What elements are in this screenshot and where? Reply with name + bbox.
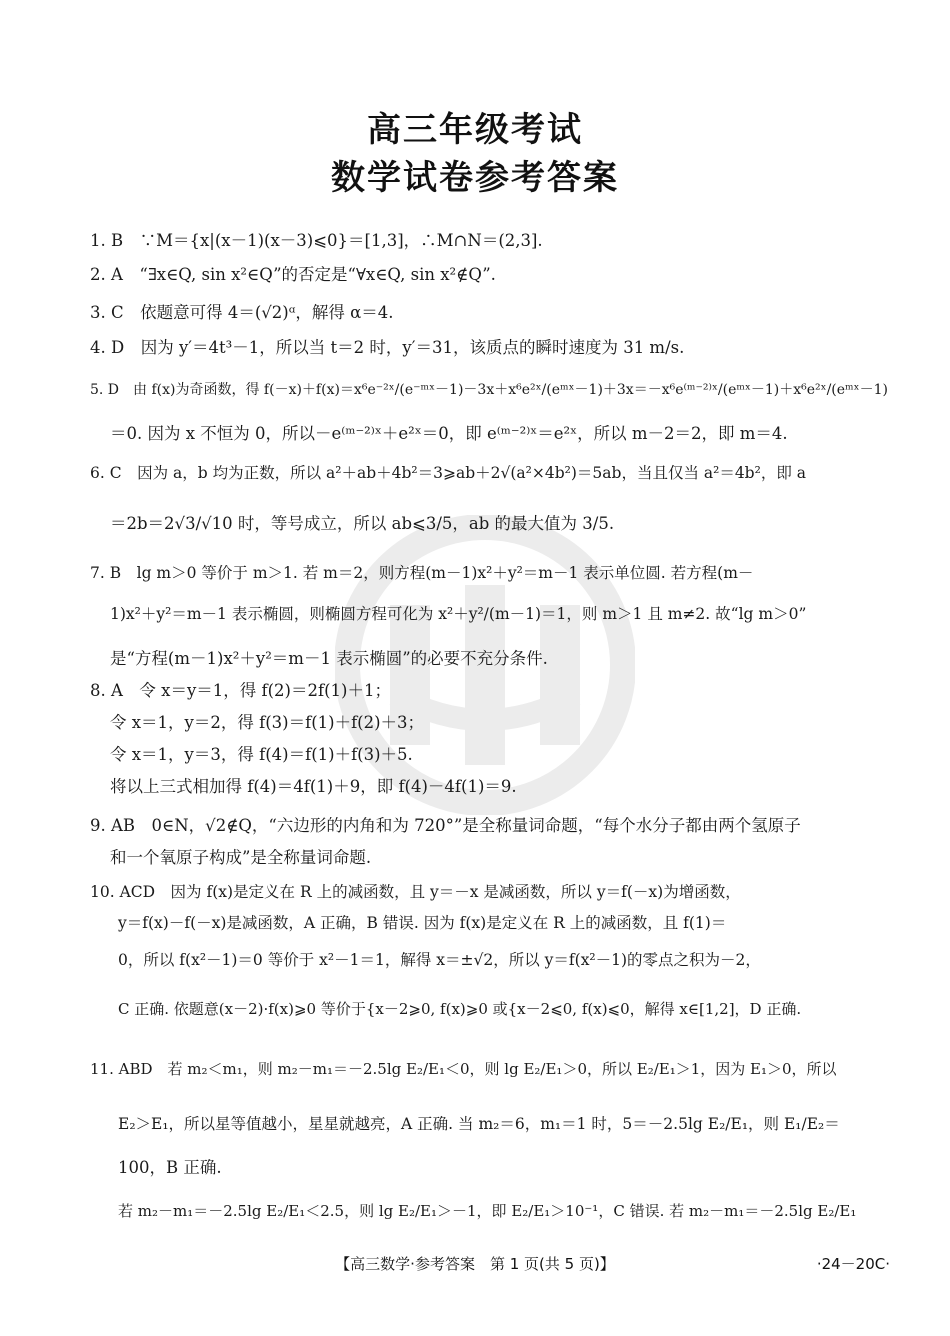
answer-line: 是“方程(m－1)x²＋y²＝m－1 表示椭圆”的必要不充分条件. bbox=[110, 649, 548, 668]
answer-line: 0，所以 f(x²－1)＝0 等价于 x²－1＝1，解得 x＝±√2，所以 y＝f(x²－1)的零点之积为－2， bbox=[118, 951, 761, 969]
answer-key-title: 数学试卷参考答案 bbox=[331, 158, 619, 198]
answer-line: 9. AB 0∈N，√2∉Q，“六边形的内角和为 720°”是全称量词命题，“每个水分子都由两个氢原子 bbox=[90, 816, 801, 835]
answer-line: 令 x＝1，y＝3，得 f(4)＝f(1)＋f(3)＋5. bbox=[110, 745, 413, 764]
answer-line: 10. ACD 因为 f(x)是定义在 R 上的减函数，且 y＝－x 是减函数，所以 y＝f(－x)为增函数， bbox=[90, 883, 741, 901]
answer-line: 6. C 因为 a，b 均为正数，所以 a²＋ab＋4b²＝3⩾ab＋2√(a²×4b²)＝5ab，当且仅当 a²＝4b²，即 a bbox=[90, 464, 806, 482]
answer-line: 若 m₂－m₁＝－2.5lg E₂/E₁＜2.5，则 lg E₂/E₁＞－1，即 E₂/E₁＞10⁻¹，C 错误. 若 m₂－m₁＝－2.5lg E₂/E₁ bbox=[118, 1202, 857, 1220]
answer-line: C 正确. 依题意(x－2)·f(x)⩾0 等价于{x－2⩾0, f(x)⩾0 或{x－2⩽0, f(x)⩽0，解得 x∈[1,2]，D 正确. bbox=[118, 1000, 802, 1018]
answer-line: 令 x＝1，y＝2，得 f(3)＝f(1)＋f(2)＋3； bbox=[110, 713, 425, 732]
page-footer: 【高三数学·参考答案 第 1 页(共 5 页)】 bbox=[335, 1255, 615, 1273]
answer-line: 7. B lg m＞0 等价于 m＞1. 若 m＝2，则方程(m－1)x²＋y²＝m－1 表示单位圆. 若方程(m－ bbox=[90, 564, 754, 582]
answer-line: 8. A 令 x＝y＝1，得 f(2)＝2f(1)＋1； bbox=[90, 681, 391, 700]
answer-line: 1. B ∵M＝{x|(x－1)(x－3)⩽0}＝[1,3]，∴M∩N＝(2,3]. bbox=[90, 231, 543, 250]
answer-line: 11. ABD 若 m₂＜m₁，则 m₂－m₁＝－2.5lg E₂/E₁＜0，则 lg E₂/E₁＞0，所以 E₂/E₁＞1，因为 E₁＞0，所以 bbox=[90, 1060, 837, 1078]
answer-line: y＝f(x)－f(－x)是减函数，A 正确，B 错误. 因为 f(x)是定义在 R 上的减函数，且 f(1)＝ bbox=[118, 914, 727, 932]
answer-line: E₂＞E₁，所以星等值越小，星星就越亮，A 正确. 当 m₂＝6，m₁＝1 时，5＝－2.5lg E₂/E₁，则 E₁/E₂＝ bbox=[118, 1115, 840, 1133]
answer-line: 1)x²＋y²＝m－1 表示椭圆，则椭圆方程可化为 x²＋y²/(m－1)＝1，则 m＞1 且 m≠2. 故“lg m＞0” bbox=[110, 605, 807, 623]
answer-line: 4. D 因为 y′＝4t³－1，所以当 t＝2 时，y′＝31，该质点的瞬时速度为 31 m/s. bbox=[90, 338, 685, 357]
exam-title: 高三年级考试 bbox=[367, 110, 583, 150]
answer-line: 3. C 依题意可得 4＝(√2)ᵅ，解得 α＝4. bbox=[90, 303, 394, 322]
answer-line: ＝0. 因为 x 不恒为 0，所以－e⁽ᵐ⁻²⁾ˣ＋e²ˣ＝0，即 e⁽ᵐ⁻²⁾ˣ＝e²ˣ，所以 m－2＝2，即 m＝4. bbox=[110, 424, 788, 443]
answer-line: ＝2b＝2√3/√10 时，等号成立，所以 ab⩽3/5，ab 的最大值为 3/5. bbox=[110, 514, 615, 533]
answer-line: 将以上三式相加得 f(4)＝4f(1)＋9，即 f(4)－4f(1)＝9. bbox=[110, 777, 517, 796]
answer-line: 和一个氧原子构成”是全称量词命题. bbox=[110, 848, 372, 867]
answer-line: 2. A “∃x∈Q, sin x²∈Q”的否定是“∀x∈Q, sin x²∉Q”. bbox=[90, 265, 496, 284]
answer-line: 5. D 由 f(x)为奇函数，得 f(－x)＋f(x)＝x⁶e⁻²ˣ/(e⁻ᵐˣ－1)－3x＋x⁶e²ˣ/(eᵐˣ－1)＋3x＝－x⁶e⁽ᵐ⁻²⁾ˣ/(eᵐˣ－1)＋x⁶e²ˣ/(eᵐˣ－1) bbox=[90, 382, 888, 398]
answer-line: 100，B 正确. bbox=[118, 1158, 222, 1177]
exam-code: ·24－20C· bbox=[816, 1255, 890, 1273]
